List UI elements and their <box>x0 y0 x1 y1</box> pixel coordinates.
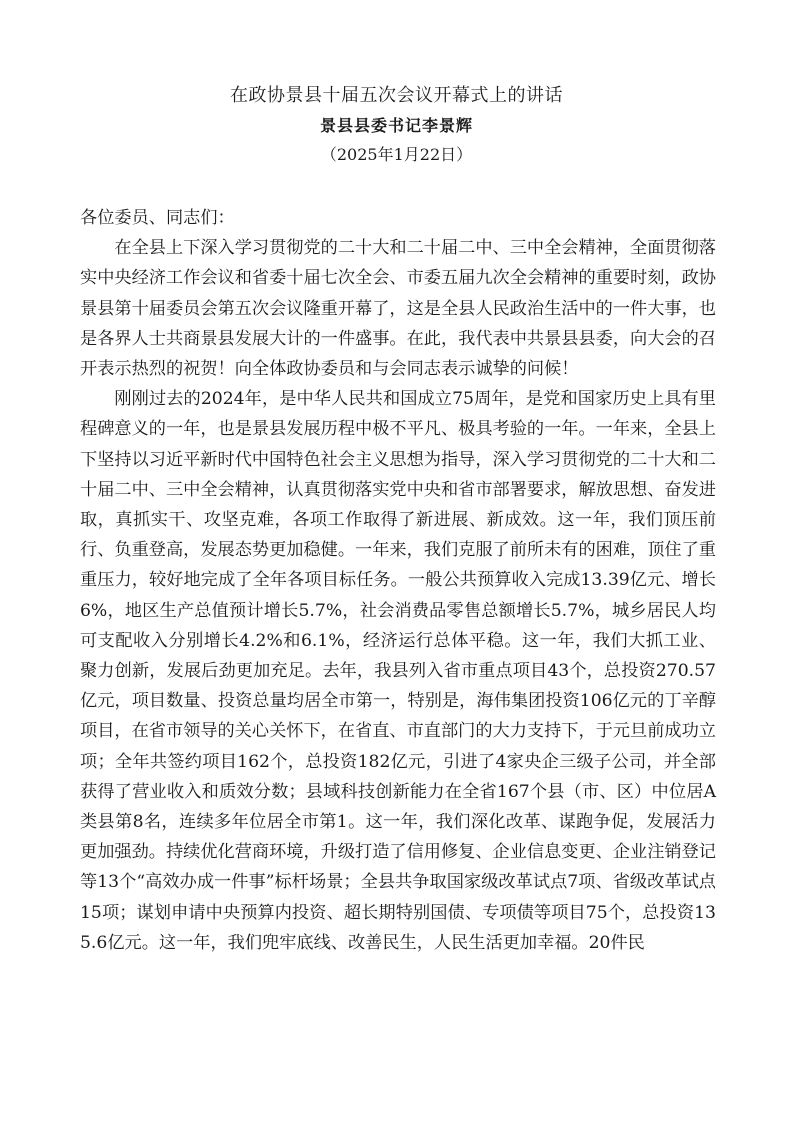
paragraph-review-2024: 刚刚过去的2024年，是中华人民共和国成立75周年，是党和国家历史上具有里程碑意义的一年，也是景县发展历程中极不平凡、极具考验的一年。一年来，全县上下坚持以习近平新时代中国特色社会主义思想为指导，深入学习贯彻党的二十大和二十届二中、三中全会精神，认真贯彻落实党中央和省市部署要求，解放思想、奋发进取，真抓实干、攻坚克难，各项工作取得了新进展、新成效。这一年，我们顶压前行、负重登高，发展态势更加稳健。一年来，我们克服了前所未有的困难，顶住了重重压力，较好地完成了全年各项目标任务。一般公共预算收入完成13.39亿元、增长6%，地区生产总值预计增长5.7%，社会消费品零售总额增长5.7%，城乡居民人均可支配收入分别增长4.2%和6.1%，经济运行总体平稳。这一年，我们大抓工业、聚力创新，发展后劲更加充足。去年，我县列入省市重点项目43个，总投资270.57亿元，项目数量、投资总量均居全市第一，特别是，海伟集团投资106亿元的丁辛醇项目，在省市领导的关心关怀下，在省直、市直部门的大力支持下，于元旦前成功立项；全年共签约项目162个，总投资182亿元，引进了4家央企三级子公司，并全部获得了营业收入和质效分数；县域科技创新能力在全省167个县（市、区）中位居A类县第8名，连续多年位居全市第1。这一年，我们深化改革、谋跑争促，发展活力更加强劲。持续优化营商环境，升级打造了信用修复、企业信息变更、企业注销登记等13个“高效办成一件事”标杆场景；全县共争取国家级改革试点7项、省级改革试点15项；谋划申请中央预算内投资、超长期特别国债、专项债等项目75个，总投资135.6亿元。这一年，我们兜牢底线、改善民生，人民生活更加幸福。20件民 <box>80 389 716 953</box>
speech-date: （2025年1月22日） <box>320 145 473 164</box>
speech-title: 在政协景县十届五次会议开幕式上的讲话 <box>230 85 563 106</box>
salutation: 各位委员、同志们： <box>80 208 235 228</box>
speech-author: 景县县委书记李景辉 <box>319 116 473 135</box>
paragraph-opening: 在全县上下深入学习贯彻党的二十大和二十届二中、三中全会精神，全面贯彻落实中央经济工作会议和省委十届七次全会、市委五届九次全会精神的重要时刻，政协景县第十届委员会第五次会议隆重开幕了，这是全县人民政治生活中的一件大事，也是各界人士共商景县发展大计的一件盛事。在此，我代表中共景县县委，向大会的召开表示热烈的祝贺！向全体政协委员和与会同志表示诚挚的问候！ <box>80 238 716 380</box>
speech-body <box>80 203 716 958</box>
